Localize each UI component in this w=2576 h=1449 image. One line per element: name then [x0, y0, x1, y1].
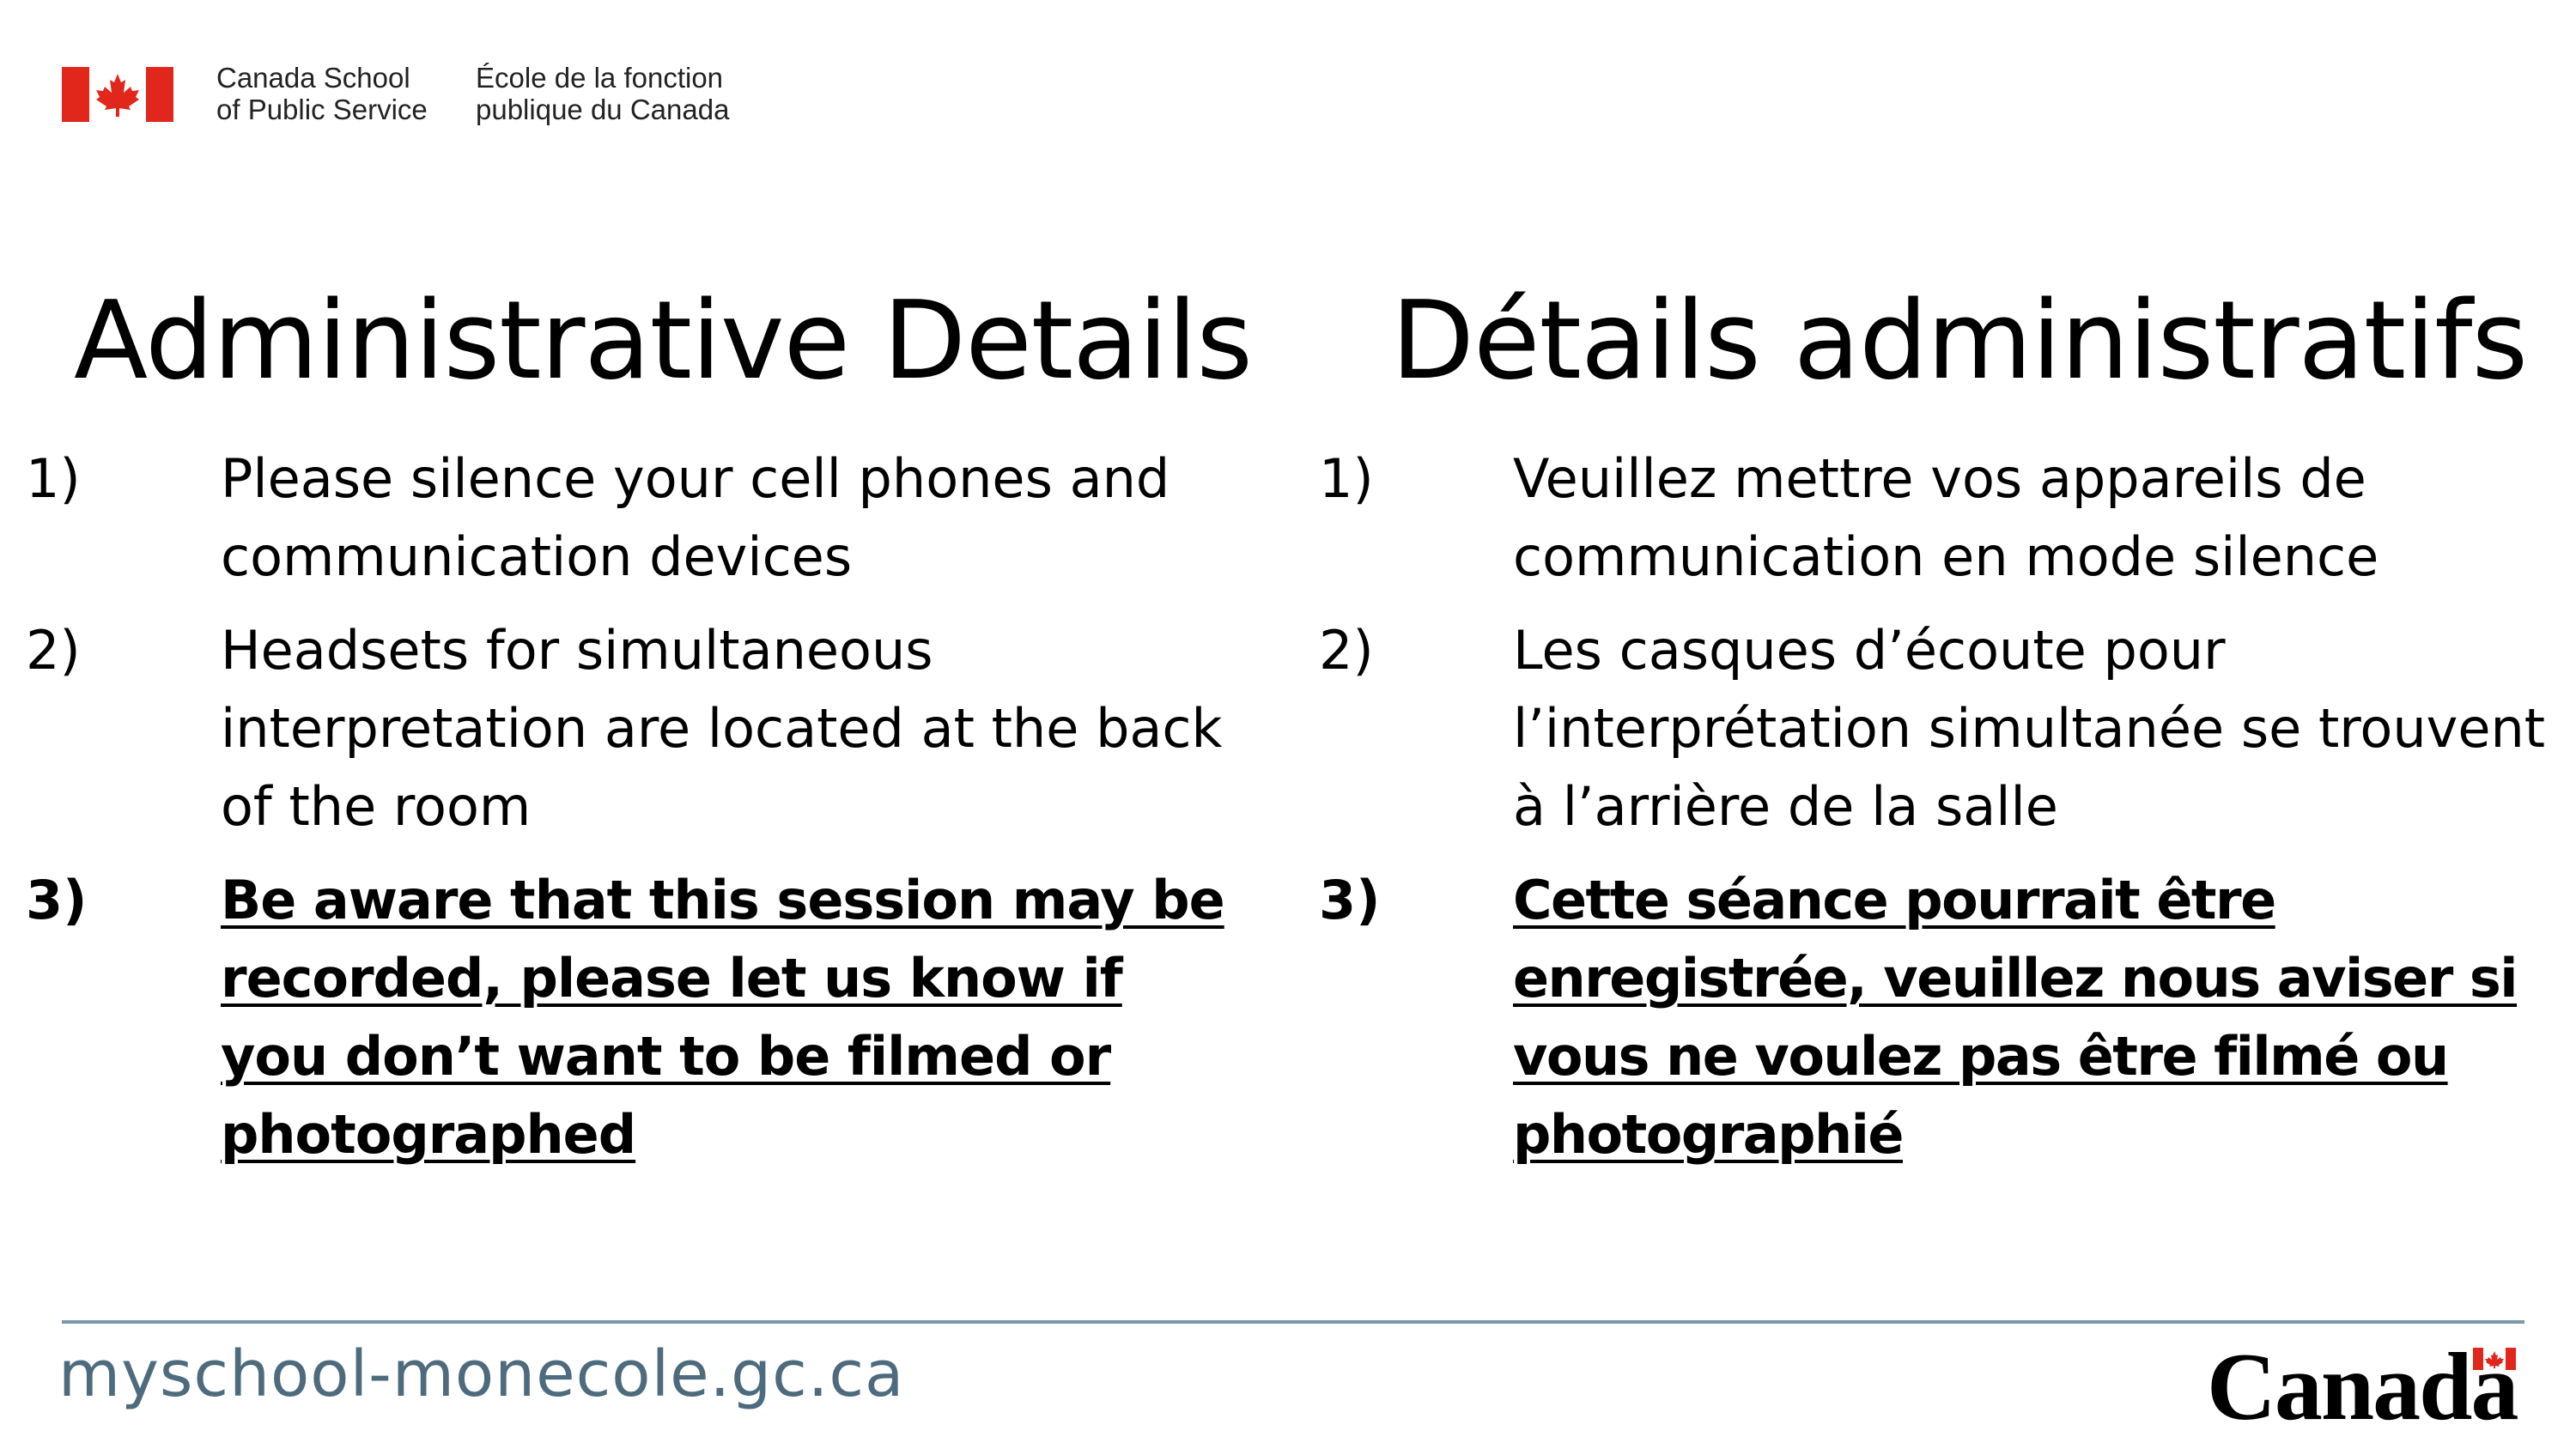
list-item	[26, 611, 1245, 846]
canada-wordmark-text: Canada	[2207, 1334, 2518, 1440]
item-number: 1)	[1319, 447, 1374, 510]
item-text: Veuillez mettre vos appareils de communication en mode silence	[1513, 447, 2379, 588]
item-number: 3)	[26, 869, 88, 931]
item-number: 2)	[1319, 619, 1374, 682]
canada-wordmark	[2207, 1334, 2524, 1440]
list-item-highlight	[26, 861, 1245, 1173]
canada-flag-icon	[62, 67, 173, 122]
org-name-en: Canada School of Public Service	[216, 62, 428, 125]
item-text: Please silence your cell phones and communication devices	[221, 447, 1170, 588]
footer-divider	[62, 1320, 2524, 1324]
item-text: Les casques d’écoute pour l’interprétation simultanée se trouvent à l’arrière de la salle	[1513, 619, 2546, 838]
footer-url: myschool-monecole.gc.ca	[58, 1337, 905, 1411]
item-text: Be aware that this session may be recorded, please let us know if you don’t want to be filmed or photographed	[221, 869, 1224, 1166]
english-list	[26, 440, 1245, 1189]
item-text: Cette séance pourrait être enregistrée, veuillez nous aviser si vous ne voulez pas être filmé ou photographié	[1513, 869, 2518, 1166]
french-list	[1319, 440, 2564, 1189]
list-item	[26, 440, 1245, 596]
list-item-highlight	[1319, 861, 2564, 1173]
list-item	[1319, 440, 2564, 596]
list-item	[1319, 611, 2564, 846]
page-title-en: Administrative Details	[74, 277, 1252, 404]
org-name-fr: École de la fonction publique du Canada	[476, 62, 730, 125]
item-text: Headsets for simultaneous interpretation are located at the back of the room	[221, 619, 1223, 838]
item-number: 3)	[1319, 869, 1381, 931]
page-title-fr: Détails administratifs	[1391, 277, 2528, 404]
item-number: 2)	[26, 619, 81, 682]
item-number: 1)	[26, 447, 81, 510]
